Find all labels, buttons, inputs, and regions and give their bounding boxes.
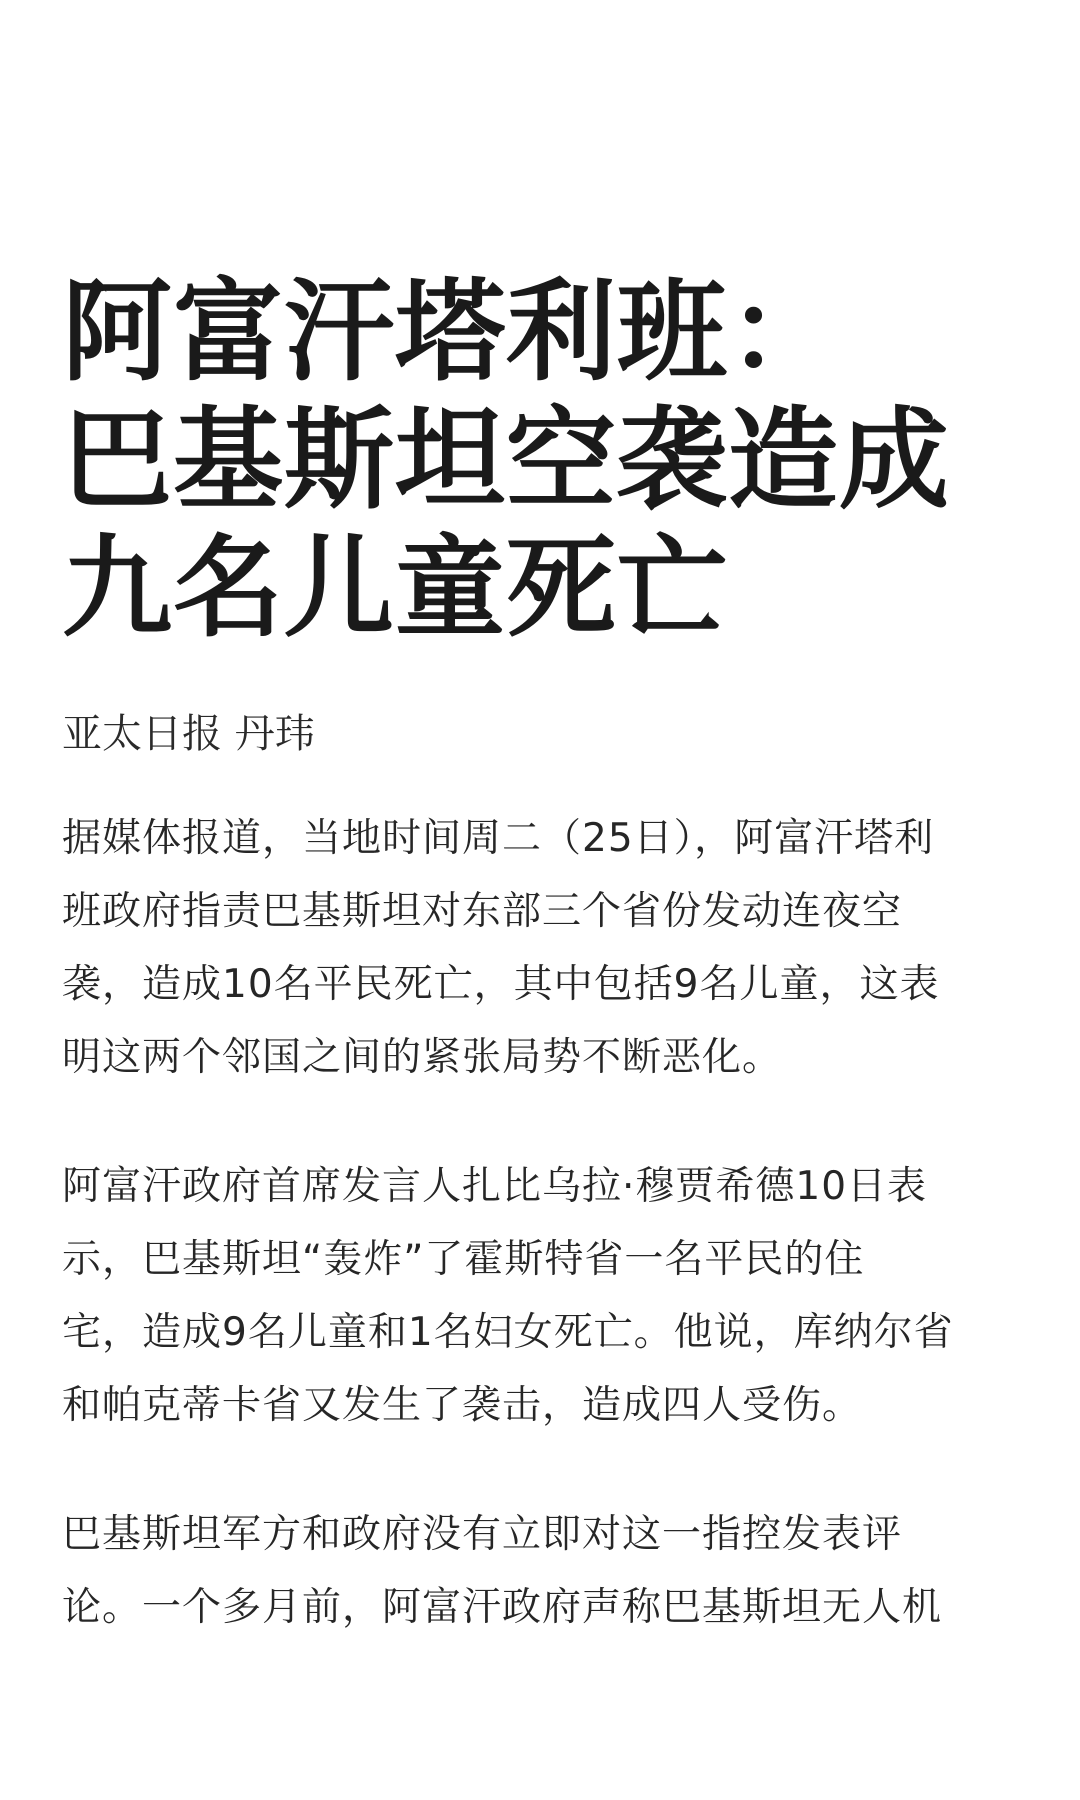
paragraph-line: 明这两个邻国之间的紧张局势不断恶化。: [62, 1035, 783, 1080]
paragraph-line: 和帕克蒂卡省又发生了袭击，造成四人受伤。: [62, 1383, 863, 1428]
paragraph-line: 阿富汗政府首席发言人扎比乌拉·穆贾希德10日表: [62, 1164, 928, 1209]
headline-line: 巴基斯坦空袭造成: [62, 395, 950, 524]
headline-line: 九名儿童死亡: [62, 523, 728, 652]
paragraph-line: 宅，造成9名儿童和1名妇女死亡。他说，库纳尔省: [62, 1310, 954, 1355]
article-headline: [62, 268, 1022, 652]
article-paragraph: [62, 1150, 1022, 1442]
paragraph-line: 示，巴基斯坦“轰炸”了霍斯特省一名平民的住: [62, 1237, 865, 1282]
paragraph-line: 巴基斯坦军方和政府没有立即对这一指控发表评: [62, 1512, 903, 1557]
article-paragraph: [62, 1498, 1022, 1644]
headline-line: 阿富汗塔利班：: [62, 267, 839, 396]
paragraph-line: 据媒体报道，当地时间周二（25日），阿富汗塔利: [62, 816, 935, 861]
paragraph-line: 论。一个多月前，阿富汗政府声称巴基斯坦无人机: [62, 1585, 943, 1630]
article-paragraph: [62, 802, 1022, 1094]
paragraph-line: 班政府指责巴基斯坦对东部三个省份发动连夜空: [62, 889, 903, 934]
article-byline: 亚太日报 丹玮: [62, 711, 315, 757]
news-article: [62, 268, 1022, 1644]
paragraph-line: 袭，造成10名平民死亡，其中包括9名儿童，这表: [62, 962, 940, 1007]
